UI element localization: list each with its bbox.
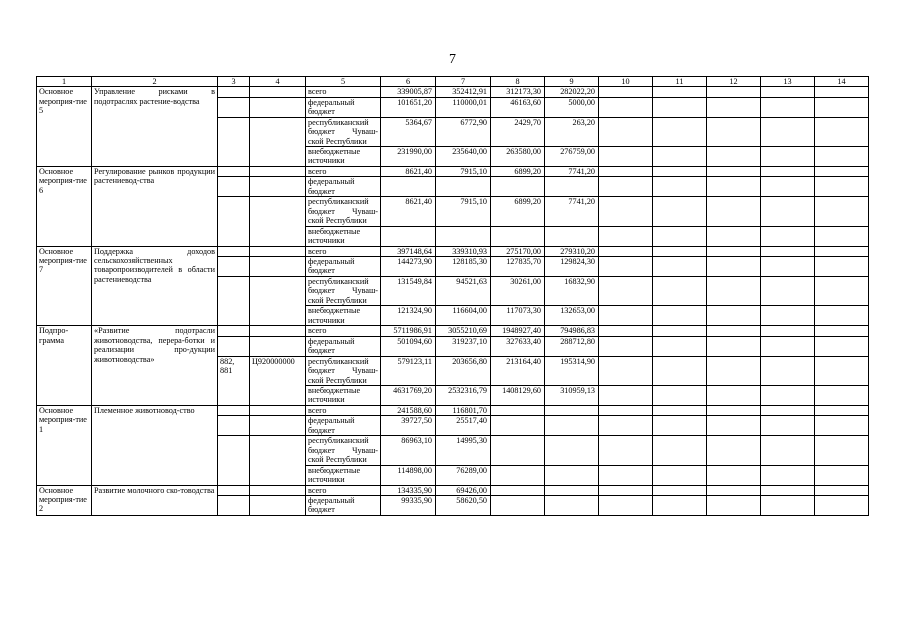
header-cell: 8	[491, 77, 545, 87]
empty-cell	[599, 485, 653, 495]
empty-cell	[653, 87, 707, 97]
amount-cell: 5711986,91	[381, 326, 436, 336]
amount-cell	[491, 416, 545, 436]
amount-cell: 116801,70	[436, 405, 491, 415]
empty-cell	[653, 257, 707, 277]
amount-cell: 128185,30	[436, 257, 491, 277]
empty-cell	[599, 167, 653, 177]
amount-cell: 121324,90	[381, 306, 436, 326]
empty-cell	[653, 356, 707, 385]
amount-cell: 213164,40	[491, 356, 545, 385]
empty-cell	[653, 385, 707, 405]
activity-label: Основное мероприя-тие 5	[37, 87, 92, 167]
empty-cell	[599, 177, 653, 197]
empty-cell	[761, 97, 815, 117]
empty-cell	[761, 167, 815, 177]
amount-cell: 6772,90	[436, 117, 491, 146]
empty-cell	[599, 405, 653, 415]
empty-cell	[707, 405, 761, 415]
empty-cell	[707, 436, 761, 465]
empty-cell	[599, 257, 653, 277]
amount-cell: 288712,80	[545, 336, 599, 356]
amount-cell: 1408129,60	[491, 385, 545, 405]
activity-title: Регулирование рынков продукции растениевод-ства	[92, 167, 218, 247]
empty-cell	[707, 97, 761, 117]
empty-cell	[761, 87, 815, 97]
amount-cell: 7915,10	[436, 197, 491, 226]
empty-cell	[599, 326, 653, 336]
amount-cell: 3055210,69	[436, 326, 491, 336]
empty-cell	[707, 147, 761, 167]
funding-source: федеральный бюджет	[306, 336, 381, 356]
empty-cell	[815, 356, 869, 385]
empty-cell	[815, 87, 869, 97]
empty-cell	[815, 306, 869, 326]
empty-cell	[707, 485, 761, 495]
program-code	[250, 197, 306, 246]
empty-cell	[761, 147, 815, 167]
gov-code	[218, 436, 250, 485]
header-cell: 5	[306, 77, 381, 87]
amount-cell: 579123,11	[381, 356, 436, 385]
amount-cell	[545, 465, 599, 485]
amount-cell: 319237,10	[436, 336, 491, 356]
amount-cell	[381, 177, 436, 197]
empty-cell	[707, 167, 761, 177]
header-cell: 9	[545, 77, 599, 87]
amount-cell: 794986,83	[545, 326, 599, 336]
gov-code	[218, 277, 250, 326]
program-code	[250, 277, 306, 326]
funding-source: республиканский бюджет Чуваш-ской Республики	[306, 356, 381, 385]
empty-cell	[815, 177, 869, 197]
amount-cell: 241588,60	[381, 405, 436, 415]
amount-cell: 144273,90	[381, 257, 436, 277]
empty-cell	[761, 405, 815, 415]
activity-title: Развитие молочного ско-товодства	[92, 485, 218, 515]
amount-cell: 312173,30	[491, 87, 545, 97]
amount-cell: 94521,63	[436, 277, 491, 306]
funding-source: внебюджетные источники	[306, 226, 381, 246]
amount-cell: 14995,30	[436, 436, 491, 465]
empty-cell	[707, 356, 761, 385]
amount-cell: 275170,00	[491, 246, 545, 256]
activity-label: Основное мероприя-тие 7	[37, 246, 92, 326]
amount-cell: 110000,01	[436, 97, 491, 117]
table-row	[37, 87, 869, 97]
amount-cell: 6899,20	[491, 197, 545, 226]
empty-cell	[653, 117, 707, 146]
amount-cell	[545, 436, 599, 465]
amount-cell	[545, 495, 599, 515]
amount-cell	[545, 416, 599, 436]
funding-source: республиканский бюджет Чуваш-ской Республики	[306, 277, 381, 306]
empty-cell	[707, 416, 761, 436]
amount-cell	[381, 226, 436, 246]
empty-cell	[707, 277, 761, 306]
amount-cell: 203656,80	[436, 356, 491, 385]
funding-source: всего	[306, 246, 381, 256]
empty-cell	[761, 306, 815, 326]
empty-cell	[653, 485, 707, 495]
funding-source: республиканский бюджет Чуваш-ской Республики	[306, 117, 381, 146]
amount-cell: 501094,60	[381, 336, 436, 356]
table-row	[37, 326, 869, 336]
funding-source: внебюджетные источники	[306, 147, 381, 167]
empty-cell	[761, 416, 815, 436]
amount-cell: 327633,40	[491, 336, 545, 356]
amount-cell	[491, 436, 545, 465]
page-number: 7	[449, 52, 456, 67]
empty-cell	[815, 97, 869, 117]
amount-cell: 6899,20	[491, 167, 545, 177]
empty-cell	[815, 436, 869, 465]
empty-cell	[653, 495, 707, 515]
empty-cell	[653, 197, 707, 226]
amount-cell: 397148,64	[381, 246, 436, 256]
funding-source: всего	[306, 326, 381, 336]
empty-cell	[761, 385, 815, 405]
table-row	[37, 405, 869, 415]
amount-cell	[491, 177, 545, 197]
empty-cell	[761, 465, 815, 485]
empty-cell	[815, 277, 869, 306]
table-row	[37, 485, 869, 495]
header-cell: 7	[436, 77, 491, 87]
header-cell: 10	[599, 77, 653, 87]
empty-cell	[653, 97, 707, 117]
empty-cell	[707, 177, 761, 197]
empty-cell	[653, 416, 707, 436]
empty-cell	[761, 257, 815, 277]
empty-cell	[707, 257, 761, 277]
amount-cell: 101651,20	[381, 97, 436, 117]
empty-cell	[653, 177, 707, 197]
empty-cell	[815, 326, 869, 336]
program-code	[250, 117, 306, 166]
empty-cell	[599, 147, 653, 167]
empty-cell	[815, 495, 869, 515]
funding-source: республиканский бюджет Чуваш-ской Республики	[306, 197, 381, 226]
table-body	[37, 87, 869, 516]
amount-cell: 5364,67	[381, 117, 436, 146]
amount-cell: 231990,00	[381, 147, 436, 167]
table-row	[37, 167, 869, 177]
amount-cell	[545, 485, 599, 495]
amount-cell	[545, 226, 599, 246]
empty-cell	[653, 226, 707, 246]
empty-cell	[653, 336, 707, 356]
empty-cell	[599, 97, 653, 117]
activity-label: Основное мероприя-тие 1	[37, 405, 92, 485]
empty-cell	[707, 385, 761, 405]
amount-cell: 114898,00	[381, 465, 436, 485]
header-cell: 3	[218, 77, 250, 87]
empty-cell	[599, 197, 653, 226]
empty-cell	[599, 385, 653, 405]
funding-source: внебюджетные источники	[306, 385, 381, 405]
empty-cell	[707, 87, 761, 97]
empty-cell	[761, 197, 815, 226]
empty-cell	[815, 257, 869, 277]
empty-cell	[815, 147, 869, 167]
header-cell: 11	[653, 77, 707, 87]
amount-cell: 352412,91	[436, 87, 491, 97]
empty-cell	[599, 436, 653, 465]
activity-label: Основное мероприя-тие 6	[37, 167, 92, 247]
amount-cell: 1948927,40	[491, 326, 545, 336]
empty-cell	[599, 246, 653, 256]
header-cell: 12	[707, 77, 761, 87]
activity-label: Подпро-грамма	[37, 326, 92, 406]
empty-cell	[815, 405, 869, 415]
empty-cell	[707, 495, 761, 515]
activity-title: «Развитие подотрасли животноводства, перера-ботки и реализации про-дукции животноводства»	[92, 326, 218, 406]
program-code: Ц920000000	[250, 356, 306, 405]
amount-cell	[491, 226, 545, 246]
amount-cell: 129824,30	[545, 257, 599, 277]
empty-cell	[761, 356, 815, 385]
activity-label: Основное мероприя-тие 2	[37, 485, 92, 515]
amount-cell: 30261,00	[491, 277, 545, 306]
empty-cell	[815, 246, 869, 256]
amount-cell: 16832,90	[545, 277, 599, 306]
amount-cell	[436, 177, 491, 197]
header-cell: 6	[381, 77, 436, 87]
empty-cell	[761, 277, 815, 306]
empty-cell	[653, 405, 707, 415]
amount-cell: 2429,70	[491, 117, 545, 146]
empty-cell	[653, 167, 707, 177]
empty-cell	[761, 436, 815, 465]
program-code	[250, 436, 306, 485]
funding-source: внебюджетные источники	[306, 306, 381, 326]
empty-cell	[707, 117, 761, 146]
amount-cell	[545, 177, 599, 197]
empty-cell	[707, 326, 761, 336]
empty-cell	[653, 436, 707, 465]
amount-cell: 116604,00	[436, 306, 491, 326]
gov-code	[218, 197, 250, 246]
empty-cell	[653, 326, 707, 336]
amount-cell	[491, 495, 545, 515]
header-cell: 1	[37, 77, 92, 87]
empty-cell	[815, 465, 869, 485]
amount-cell: 134335,90	[381, 485, 436, 495]
amount-cell	[491, 405, 545, 415]
funding-source: федеральный бюджет	[306, 97, 381, 117]
empty-cell	[653, 306, 707, 326]
funding-source: всего	[306, 167, 381, 177]
funding-source: федеральный бюджет	[306, 495, 381, 515]
empty-cell	[707, 306, 761, 326]
empty-cell	[761, 495, 815, 515]
amount-cell: 99335,90	[381, 495, 436, 515]
amount-cell: 127835,70	[491, 257, 545, 277]
empty-cell	[599, 306, 653, 326]
funding-source: всего	[306, 405, 381, 415]
funding-source: всего	[306, 485, 381, 495]
empty-cell	[653, 147, 707, 167]
amount-cell: 39727,50	[381, 416, 436, 436]
empty-cell	[815, 167, 869, 177]
empty-cell	[653, 246, 707, 256]
empty-cell	[599, 465, 653, 485]
empty-cell	[761, 226, 815, 246]
empty-cell	[599, 87, 653, 97]
amount-cell: 5000,00	[545, 97, 599, 117]
empty-cell	[599, 117, 653, 146]
amount-cell: 235640,00	[436, 147, 491, 167]
amount-cell: 4631769,20	[381, 385, 436, 405]
funding-source: федеральный бюджет	[306, 177, 381, 197]
empty-cell	[599, 356, 653, 385]
funding-source: внебюджетные источники	[306, 465, 381, 485]
empty-cell	[599, 495, 653, 515]
empty-cell	[707, 226, 761, 246]
amount-cell: 86963,10	[381, 436, 436, 465]
amount-cell: 46163,60	[491, 97, 545, 117]
header-cell: 2	[92, 77, 218, 87]
amount-cell: 195314,90	[545, 356, 599, 385]
empty-cell	[599, 277, 653, 306]
amount-cell: 263,20	[545, 117, 599, 146]
header-cell: 14	[815, 77, 869, 87]
amount-cell: 310959,13	[545, 385, 599, 405]
amount-cell	[491, 465, 545, 485]
amount-cell: 131549,84	[381, 277, 436, 306]
empty-cell	[761, 336, 815, 356]
amount-cell: 276759,00	[545, 147, 599, 167]
gov-code: 882, 881	[218, 356, 250, 405]
amount-cell: 132653,00	[545, 306, 599, 326]
empty-cell	[815, 416, 869, 436]
activity-title: Поддержка доходов сельскохозяйственных товаропроизводителей в области растениеводства	[92, 246, 218, 326]
header-cell: 4	[250, 77, 306, 87]
amount-cell: 339005,87	[381, 87, 436, 97]
empty-cell	[761, 485, 815, 495]
empty-cell	[761, 246, 815, 256]
amount-cell: 2532316,79	[436, 385, 491, 405]
funding-source: республиканский бюджет Чуваш-ской Республики	[306, 436, 381, 465]
empty-cell	[653, 277, 707, 306]
amount-cell	[436, 226, 491, 246]
empty-cell	[599, 226, 653, 246]
table-row	[37, 246, 869, 256]
amount-cell: 339310,93	[436, 246, 491, 256]
empty-cell	[815, 336, 869, 356]
empty-cell	[599, 416, 653, 436]
amount-cell: 279310,20	[545, 246, 599, 256]
empty-cell	[815, 226, 869, 246]
empty-cell	[761, 326, 815, 336]
empty-cell	[815, 385, 869, 405]
empty-cell	[653, 465, 707, 485]
amount-cell: 8621,40	[381, 197, 436, 226]
amount-cell: 7741,20	[545, 167, 599, 177]
empty-cell	[707, 336, 761, 356]
gov-code	[218, 117, 250, 166]
amount-cell: 7741,20	[545, 197, 599, 226]
funding-source: всего	[306, 87, 381, 97]
amount-cell: 58620,50	[436, 495, 491, 515]
amount-cell: 117073,30	[491, 306, 545, 326]
amount-cell	[545, 405, 599, 415]
amount-cell: 76289,00	[436, 465, 491, 485]
empty-cell	[707, 197, 761, 226]
budget-table	[36, 76, 869, 516]
funding-source: федеральный бюджет	[306, 416, 381, 436]
empty-cell	[599, 336, 653, 356]
empty-cell	[761, 177, 815, 197]
empty-cell	[815, 117, 869, 146]
amount-cell: 25517,40	[436, 416, 491, 436]
empty-cell	[761, 117, 815, 146]
activity-title: Управление рисками в подотраслях растение-водства	[92, 87, 218, 167]
empty-cell	[815, 485, 869, 495]
header-cell: 13	[761, 77, 815, 87]
empty-cell	[707, 246, 761, 256]
amount-cell: 263580,00	[491, 147, 545, 167]
amount-cell: 69426,00	[436, 485, 491, 495]
amount-cell: 7915,10	[436, 167, 491, 177]
activity-title: Племенное животновод-ство	[92, 405, 218, 485]
funding-source: федеральный бюджет	[306, 257, 381, 277]
empty-cell	[815, 197, 869, 226]
empty-cell	[707, 465, 761, 485]
table-header	[37, 77, 869, 87]
amount-cell: 282022,20	[545, 87, 599, 97]
amount-cell: 8621,40	[381, 167, 436, 177]
amount-cell	[491, 485, 545, 495]
